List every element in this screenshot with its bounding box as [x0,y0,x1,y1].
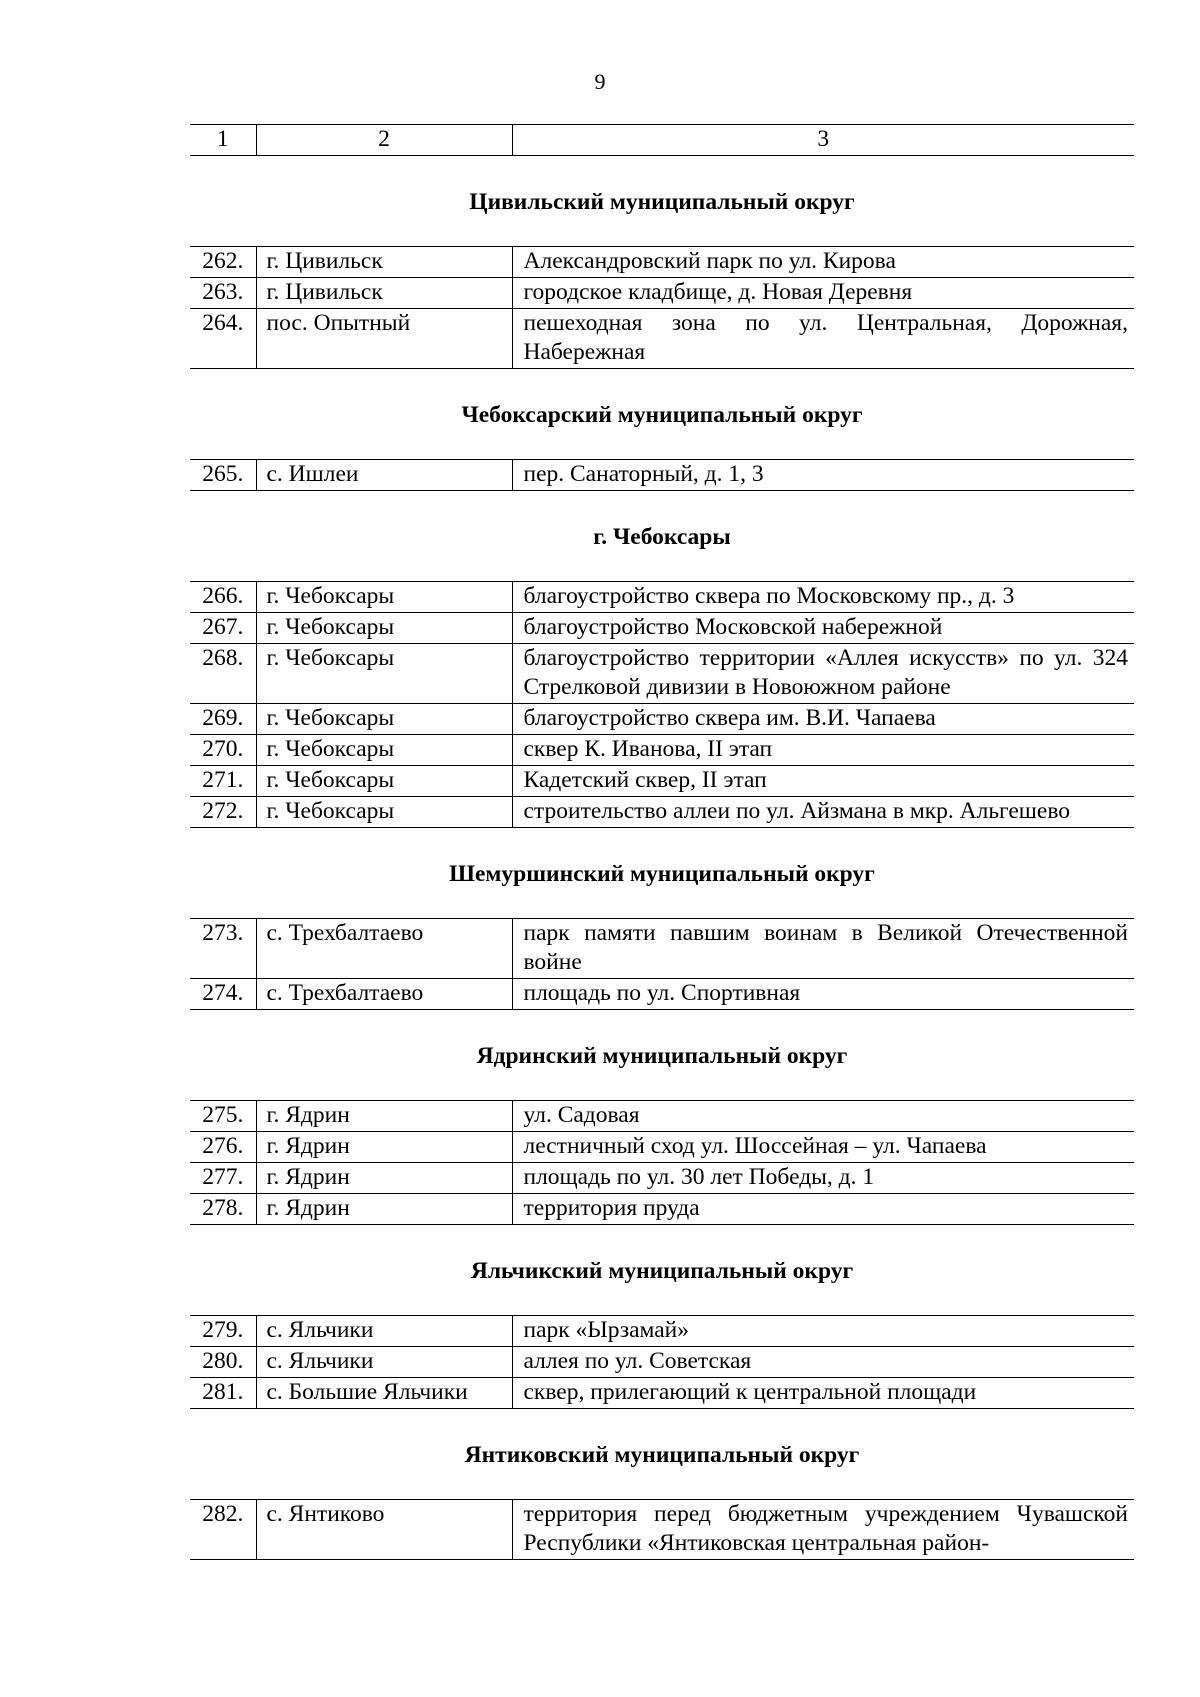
table-row [190,735,1134,766]
row-object: благоустройство Московской набережной [512,613,1134,644]
section-table [190,1315,1134,1409]
row-number: 262. [190,247,256,278]
section-title: Цивильский муниципальный округ [469,189,855,215]
section-title: Шемуршинский муниципальный округ [449,861,875,887]
row-place: с. Яльчики [256,1347,512,1378]
table-row [190,1194,1134,1225]
row-object: пер. Санаторный, д. 1, 3 [512,460,1134,491]
row-place: с. Ишлеи [256,460,512,491]
table-row [190,644,1134,704]
row-object: строительство аллеи по ул. Айзмана в мкр. Альгешево [512,797,1134,828]
row-number: 274. [190,979,256,1010]
row-place: г. Чебоксары [256,582,512,613]
section-title: г. Чебоксары [593,524,731,550]
row-place: с. Яльчики [256,1316,512,1347]
table-row [190,247,1134,278]
row-number: 273. [190,919,256,979]
row-place: с. Янтиково [256,1500,512,1560]
row-object: парк памяти павшим воинам в Великой Отечественной войне [512,919,1134,979]
section-table [190,1100,1134,1225]
row-object: сквер, прилегающий к центральной площади [512,1378,1134,1409]
row-number: 270. [190,735,256,766]
sections-container [190,188,1134,1560]
row-number: 281. [190,1378,256,1409]
table-row [190,613,1134,644]
row-object: ул. Садовая [512,1101,1134,1132]
section-title: Чебоксарский муниципальный округ [461,402,863,428]
section-table [190,246,1134,369]
row-place: г. Чебоксары [256,766,512,797]
row-object: площадь по ул. 30 лет Победы, д. 1 [512,1163,1134,1194]
row-object: территория пруда [512,1194,1134,1225]
section-table [190,1499,1134,1560]
table-row [190,278,1134,309]
section-title: Ядринский муниципальный округ [476,1043,848,1069]
row-place: с. Трехбалтаево [256,979,512,1010]
column-header-table [190,124,1134,156]
row-object: Александровский парк по ул. Кирова [512,247,1134,278]
row-number: 280. [190,1347,256,1378]
table-row [190,766,1134,797]
row-place: г. Чебоксары [256,797,512,828]
row-object: благоустройство сквера им. В.И. Чапаева [512,704,1134,735]
row-number: 267. [190,613,256,644]
row-number: 277. [190,1163,256,1194]
table-row [190,1378,1134,1409]
column-header-row [190,125,1134,156]
row-number: 268. [190,644,256,704]
row-object: аллея по ул. Советская [512,1347,1134,1378]
row-object: лестничный сход ул. Шоссейная – ул. Чапаева [512,1132,1134,1163]
section-title: Янтиковский муниципальный округ [464,1442,860,1468]
table-row [190,919,1134,979]
row-number: 279. [190,1316,256,1347]
row-number: 269. [190,704,256,735]
row-number: 265. [190,460,256,491]
section-table [190,459,1134,491]
document-body [190,124,1134,1560]
section-table [190,918,1134,1010]
table-row [190,1500,1134,1560]
row-number: 266. [190,582,256,613]
row-place: с. Трехбалтаево [256,919,512,979]
row-object: пешеходная зона по ул. Центральная, Дорожная, Набережная [512,309,1134,369]
row-object: площадь по ул. Спортивная [512,979,1134,1010]
table-row [190,460,1134,491]
row-place: г. Чебоксары [256,735,512,766]
section-title: Яльчикский муниципальный округ [470,1258,854,1284]
row-number: 282. [190,1500,256,1560]
column-header-3: 3 [512,125,1134,156]
row-place: г. Чебоксары [256,644,512,704]
row-number: 271. [190,766,256,797]
row-number: 272. [190,797,256,828]
row-object: Кадетский сквер, II этап [512,766,1134,797]
column-header-2: 2 [256,125,512,156]
row-place: г. Ядрин [256,1163,512,1194]
page-number: 9 [594,69,606,94]
row-object: территория перед бюджетным учреждением Чувашской Республики «Янтиковская центральная район- [512,1500,1134,1560]
row-place: пос. Опытный [256,309,512,369]
row-place: г. Ядрин [256,1132,512,1163]
row-place: г. Чебоксары [256,704,512,735]
row-number: 276. [190,1132,256,1163]
row-object: благоустройство сквера по Московскому пр., д. 3 [512,582,1134,613]
table-row [190,704,1134,735]
row-place: г. Ядрин [256,1194,512,1225]
table-row [190,797,1134,828]
row-object: парк «Ырзамай» [512,1316,1134,1347]
table-row [190,979,1134,1010]
row-number: 263. [190,278,256,309]
row-number: 278. [190,1194,256,1225]
row-number: 275. [190,1101,256,1132]
row-place: с. Большие Яльчики [256,1378,512,1409]
table-row [190,1316,1134,1347]
row-place: г. Цивильск [256,247,512,278]
table-row [190,582,1134,613]
section-table [190,581,1134,828]
row-object: сквер К. Иванова, II этап [512,735,1134,766]
row-object: городское кладбище, д. Новая Деревня [512,278,1134,309]
table-row [190,309,1134,369]
column-header-1: 1 [190,125,256,156]
row-place: г. Цивильск [256,278,512,309]
row-place: г. Чебоксары [256,613,512,644]
table-row [190,1132,1134,1163]
table-row [190,1163,1134,1194]
row-object: благоустройство территории «Аллея искусств» по ул. 324 Стрелковой дивизии в Новоюжном районе [512,644,1134,704]
row-number: 264. [190,309,256,369]
table-row [190,1347,1134,1378]
table-row [190,1101,1134,1132]
row-place: г. Ядрин [256,1101,512,1132]
